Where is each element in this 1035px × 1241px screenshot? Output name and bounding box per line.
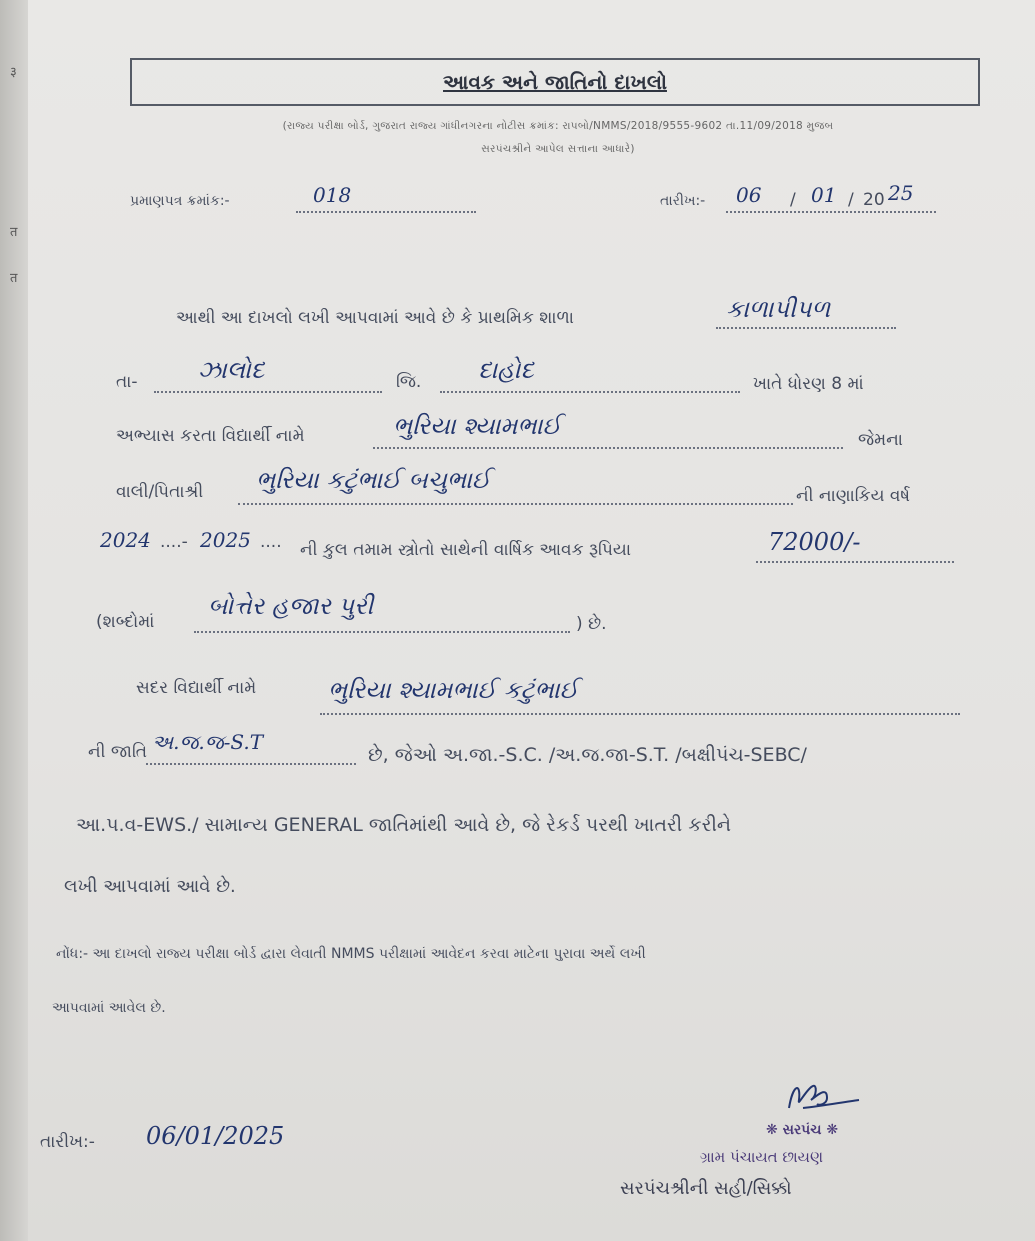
para2-label: સદર વિદ્યાર્થી નામે bbox=[136, 678, 257, 698]
date-month: 01 bbox=[811, 183, 837, 207]
note-line-1: નોંધ:- આ દાખલો રાજ્ય પરીક્ષા બોર્ડ દ્વારા લેવાતી NMMS પરીક્ષામાં આવેદન કરવા માટેના પુરાવા અર્થે લખી bbox=[56, 946, 646, 962]
date-year-prefix: 20 bbox=[863, 190, 885, 210]
year-from: 2024 bbox=[100, 528, 151, 552]
date-year-suffix: 25 bbox=[888, 181, 914, 205]
income-words: બોત્તેર હજાર પુરી bbox=[208, 592, 374, 620]
certificate-title: આવક અને જાતિનો દાખલો bbox=[443, 70, 667, 94]
guardian-name: ભુરિયા કટુંભાઈ બચુભાઈ bbox=[256, 466, 491, 494]
edge-mark: त bbox=[10, 271, 18, 286]
dotted-line bbox=[716, 326, 896, 329]
edge-mark: ३ bbox=[10, 65, 17, 80]
caste-label: ની જાતિ bbox=[88, 742, 148, 762]
student-name: ભુરિયા શ્યામભાઈ bbox=[393, 412, 561, 440]
date-label: તારીખ:- bbox=[660, 193, 706, 209]
title-box bbox=[130, 58, 980, 106]
district: દાહોદ bbox=[478, 356, 534, 384]
stamp-title: ❋ સરપંચ ❋ bbox=[766, 1122, 839, 1138]
dotted-line bbox=[238, 502, 793, 505]
words-label: (શબ્દોમાં bbox=[96, 612, 155, 632]
dotted-line bbox=[440, 390, 740, 393]
notice-line-1: (રાજ્ય પરીક્ષા બોર્ડ, ગુજરાત રાજ્ય ગાંધીનગરના નોટીસ ક્રમાંક: રાપબો/NMMS/2018/9555-9602 તા.11/09/2018 મુજબ bbox=[282, 120, 834, 132]
bottom-date: 06/01/2025 bbox=[146, 1122, 285, 1150]
dotted-line bbox=[194, 630, 570, 633]
school-name: કાળાપીપળ bbox=[726, 295, 831, 323]
caste-list-1: છે, જેઓ અ.જા.-S.C. /અ.જ.જા-S.T. /બક્ષીપંચ-SEBC/ bbox=[368, 744, 807, 766]
edge-mark: त bbox=[10, 225, 18, 240]
dotted-line bbox=[726, 210, 936, 213]
taluka-label: તા- bbox=[116, 372, 138, 392]
student-label: અભ્યાસ કરતા વિદ્યાર્થી નામે bbox=[116, 426, 305, 446]
guardian-label: વાલી/પિતાશ્રી bbox=[116, 482, 204, 502]
notice-line-2: સરપંચશ્રીને આપેલ સત્તાના આધારે) bbox=[481, 143, 635, 155]
dotted-line bbox=[146, 762, 356, 765]
dotted-line bbox=[320, 712, 960, 715]
signatory-line: સરપંચશ્રીની સહી/સિક્કો bbox=[620, 1178, 792, 1199]
dotted-line bbox=[154, 390, 382, 393]
std-text: ખાતે ધોરણ 8 માં bbox=[753, 374, 864, 394]
bottom-date-label: તારીખ:- bbox=[40, 1132, 95, 1152]
cert-no-label: પ્રમાણપત્ર ક્રમાંક:- bbox=[130, 193, 230, 209]
taluka: ઝાલોદ bbox=[198, 356, 265, 384]
fin-year-label: ની નાણાકિય વર્ષ bbox=[796, 486, 911, 506]
year-to: 2025 bbox=[200, 528, 251, 552]
dotted-line bbox=[756, 560, 954, 563]
note-line-2: આપવામાં આવેલ છે. bbox=[52, 1000, 166, 1016]
district-label: જિ. bbox=[396, 372, 422, 392]
student-full-name: ભુરિયા શ્યામભાઈ કટુંભાઈ bbox=[328, 676, 579, 704]
dotted-line bbox=[373, 446, 843, 449]
caste-list-3: લખી આપવામાં આવે છે. bbox=[64, 876, 236, 897]
date-day: 06 bbox=[736, 183, 762, 207]
words-close: ) છે. bbox=[576, 614, 607, 634]
page-edge bbox=[0, 0, 28, 1241]
dotted-line bbox=[296, 210, 476, 213]
income-text: ની કુલ તમામ સ્ત્રોતો સાથેની વાર્ષિક આવક રૂપિયા bbox=[300, 540, 631, 560]
whose-label: જેમના bbox=[858, 430, 903, 450]
caste: અ.જ.જ-S.T bbox=[152, 730, 264, 754]
certificate-page: આવક અને જાતિનો દાખલો (રાજ્ય પરીક્ષા બોર્ડ, ગુજરાત રાજ્ય ગાંધીનગરના નોટીસ ક્રમાંક: રાપબો/NMMS/2018/9555-9602 તા.11/09/2018 મુજબ સરપંચશ્રીને આપેલ સત્તાના આધારે) પ્રમાણપત્ર ક્રમાંક:- 018 તારીખ:- 06 / 01 / 20 25 આથી આ દાખલો લખી આપવામાં આવે છે કે પ્રાથમિક શાળા કાળાપીપળ તા- ઝાલોદ જિ. દાહોદ ખાતે ધોરણ 8 માં અભ્યાસ કરતા વિદ્યાર્થી નામે ભુરિયા શ્યામભાઈ જેમના વાલી/પિતાશ્રી ભુરિયા કટુંભાઈ બચુભાઈ ની નાણાકિય વર્ષ 2024 ....- 2025 .... ની કુલ તમામ સ્ત્રોતો સાથેની વાર્ષિક આવક રૂપિયા 72000/- (શબ્દોમાં બોત્તેર હજાર પુરી ) છે. સદર વિદ્યાર્થી નામે ભુરિયા શ્યામભાઈ કટુંભાઈ ની જાતિ અ.જ.જ-S.T છે, જેઓ અ.જા.-S.C. /અ.જ.જા-S.T. /બક્ષીપંચ-SEBC/ આ.પ.વ-EWS./ સામાન્ય GENERAL જાતિમાંથી આવે છે, જે રેકર્ડ પરથી ખાતરી કરીને લખી આપવામાં આવે છે. નોંધ:- આ દાખલો રાજ્ય પરીક્ષા બોર્ડ દ્વારા લેવાતી NMMS પરીક્ષામાં આવેદન કરવા માટેના પુરાવા અર્થે લખી આપવામાં આવેલ છે. તારીખ:- 06/01/2025 ❋ સરપંચ ❋ ગ્રામ પંચાયત છાયણ સરપંચશ્રીની સહી/સિક્કો bbox=[28, 0, 1035, 1241]
para1-text: આથી આ દાખલો લખી આપવામાં આવે છે કે પ્રાથમિક શાળા bbox=[176, 308, 574, 328]
income-amount: 72000/- bbox=[768, 528, 861, 556]
cert-no: 018 bbox=[313, 183, 352, 207]
signature-icon bbox=[783, 1078, 863, 1118]
stamp-line-2: ગ્રામ પંચાયત છાયણ bbox=[700, 1148, 824, 1166]
caste-list-2: આ.પ.વ-EWS./ સામાન્ય GENERAL જાતિમાંથી આવે છે, જે રેકર્ડ પરથી ખાતરી કરીને bbox=[76, 814, 732, 836]
